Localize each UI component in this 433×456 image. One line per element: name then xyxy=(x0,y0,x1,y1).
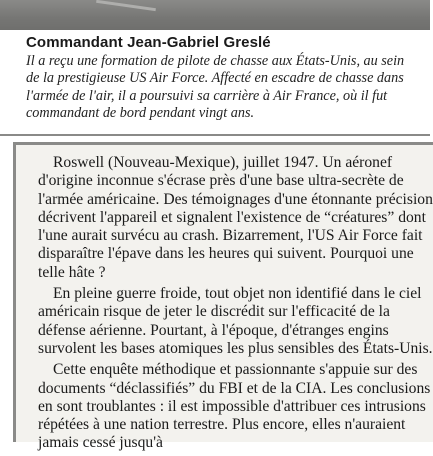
section-divider xyxy=(0,134,430,136)
summary-paragraph-1: Roswell (Nouveau-Mexique), juillet 1947. Un aéronef d'origine inconnue s'écrase près d'une base ultra-secrète de l'armée américaine. Des témoignages d'une étonnante précision décrivent l'appareil et signalent l'existence de “créatures” dont l'une aurait survécu au crash. Bizarrement, l'US Air Force fait disparaître l'épave dans les heures qui suivent. Pourquoi une telle hâte ? xyxy=(38,154,433,281)
cover-gloss xyxy=(0,0,430,30)
summary-paragraph-2: En pleine guerre froide, tout objet non identifié dans le ciel américain risque de jeter le discrédit sur l'efficacité de la défense aérienne. Pourtant, à l'époque, d'étranges engins survolent les bases atomiques les plus sensibles des États-Unis. xyxy=(38,285,433,357)
author-bio: Il a reçu une formation de pilote de chasse aux États-Unis, au sein de la prestigieuse US Air Force. Affecté en escadre de chasse dans l'armée de l'air, il a poursuivi sa carrière à Air France, où il fut commandant de bord pendant vingt ans. xyxy=(26,53,405,121)
cover-top-strip xyxy=(0,0,430,30)
summary-panel xyxy=(13,142,433,452)
author-name: Commandant Jean-Gabriel Greslé xyxy=(26,34,271,51)
summary-paragraph-3: Cette enquête méthodique et passionnante s'appuie sur des documents “déclassifiés” du FBI et de la CIA. Les conclusions en sont troublantes : il est impossible d'attribuer ces intrusions répétées à une nation terrestre. Plus encore, elles n'auraient jamais cessé jusqu'à xyxy=(38,361,431,452)
author-block xyxy=(26,34,421,122)
summary-text xyxy=(38,154,433,456)
